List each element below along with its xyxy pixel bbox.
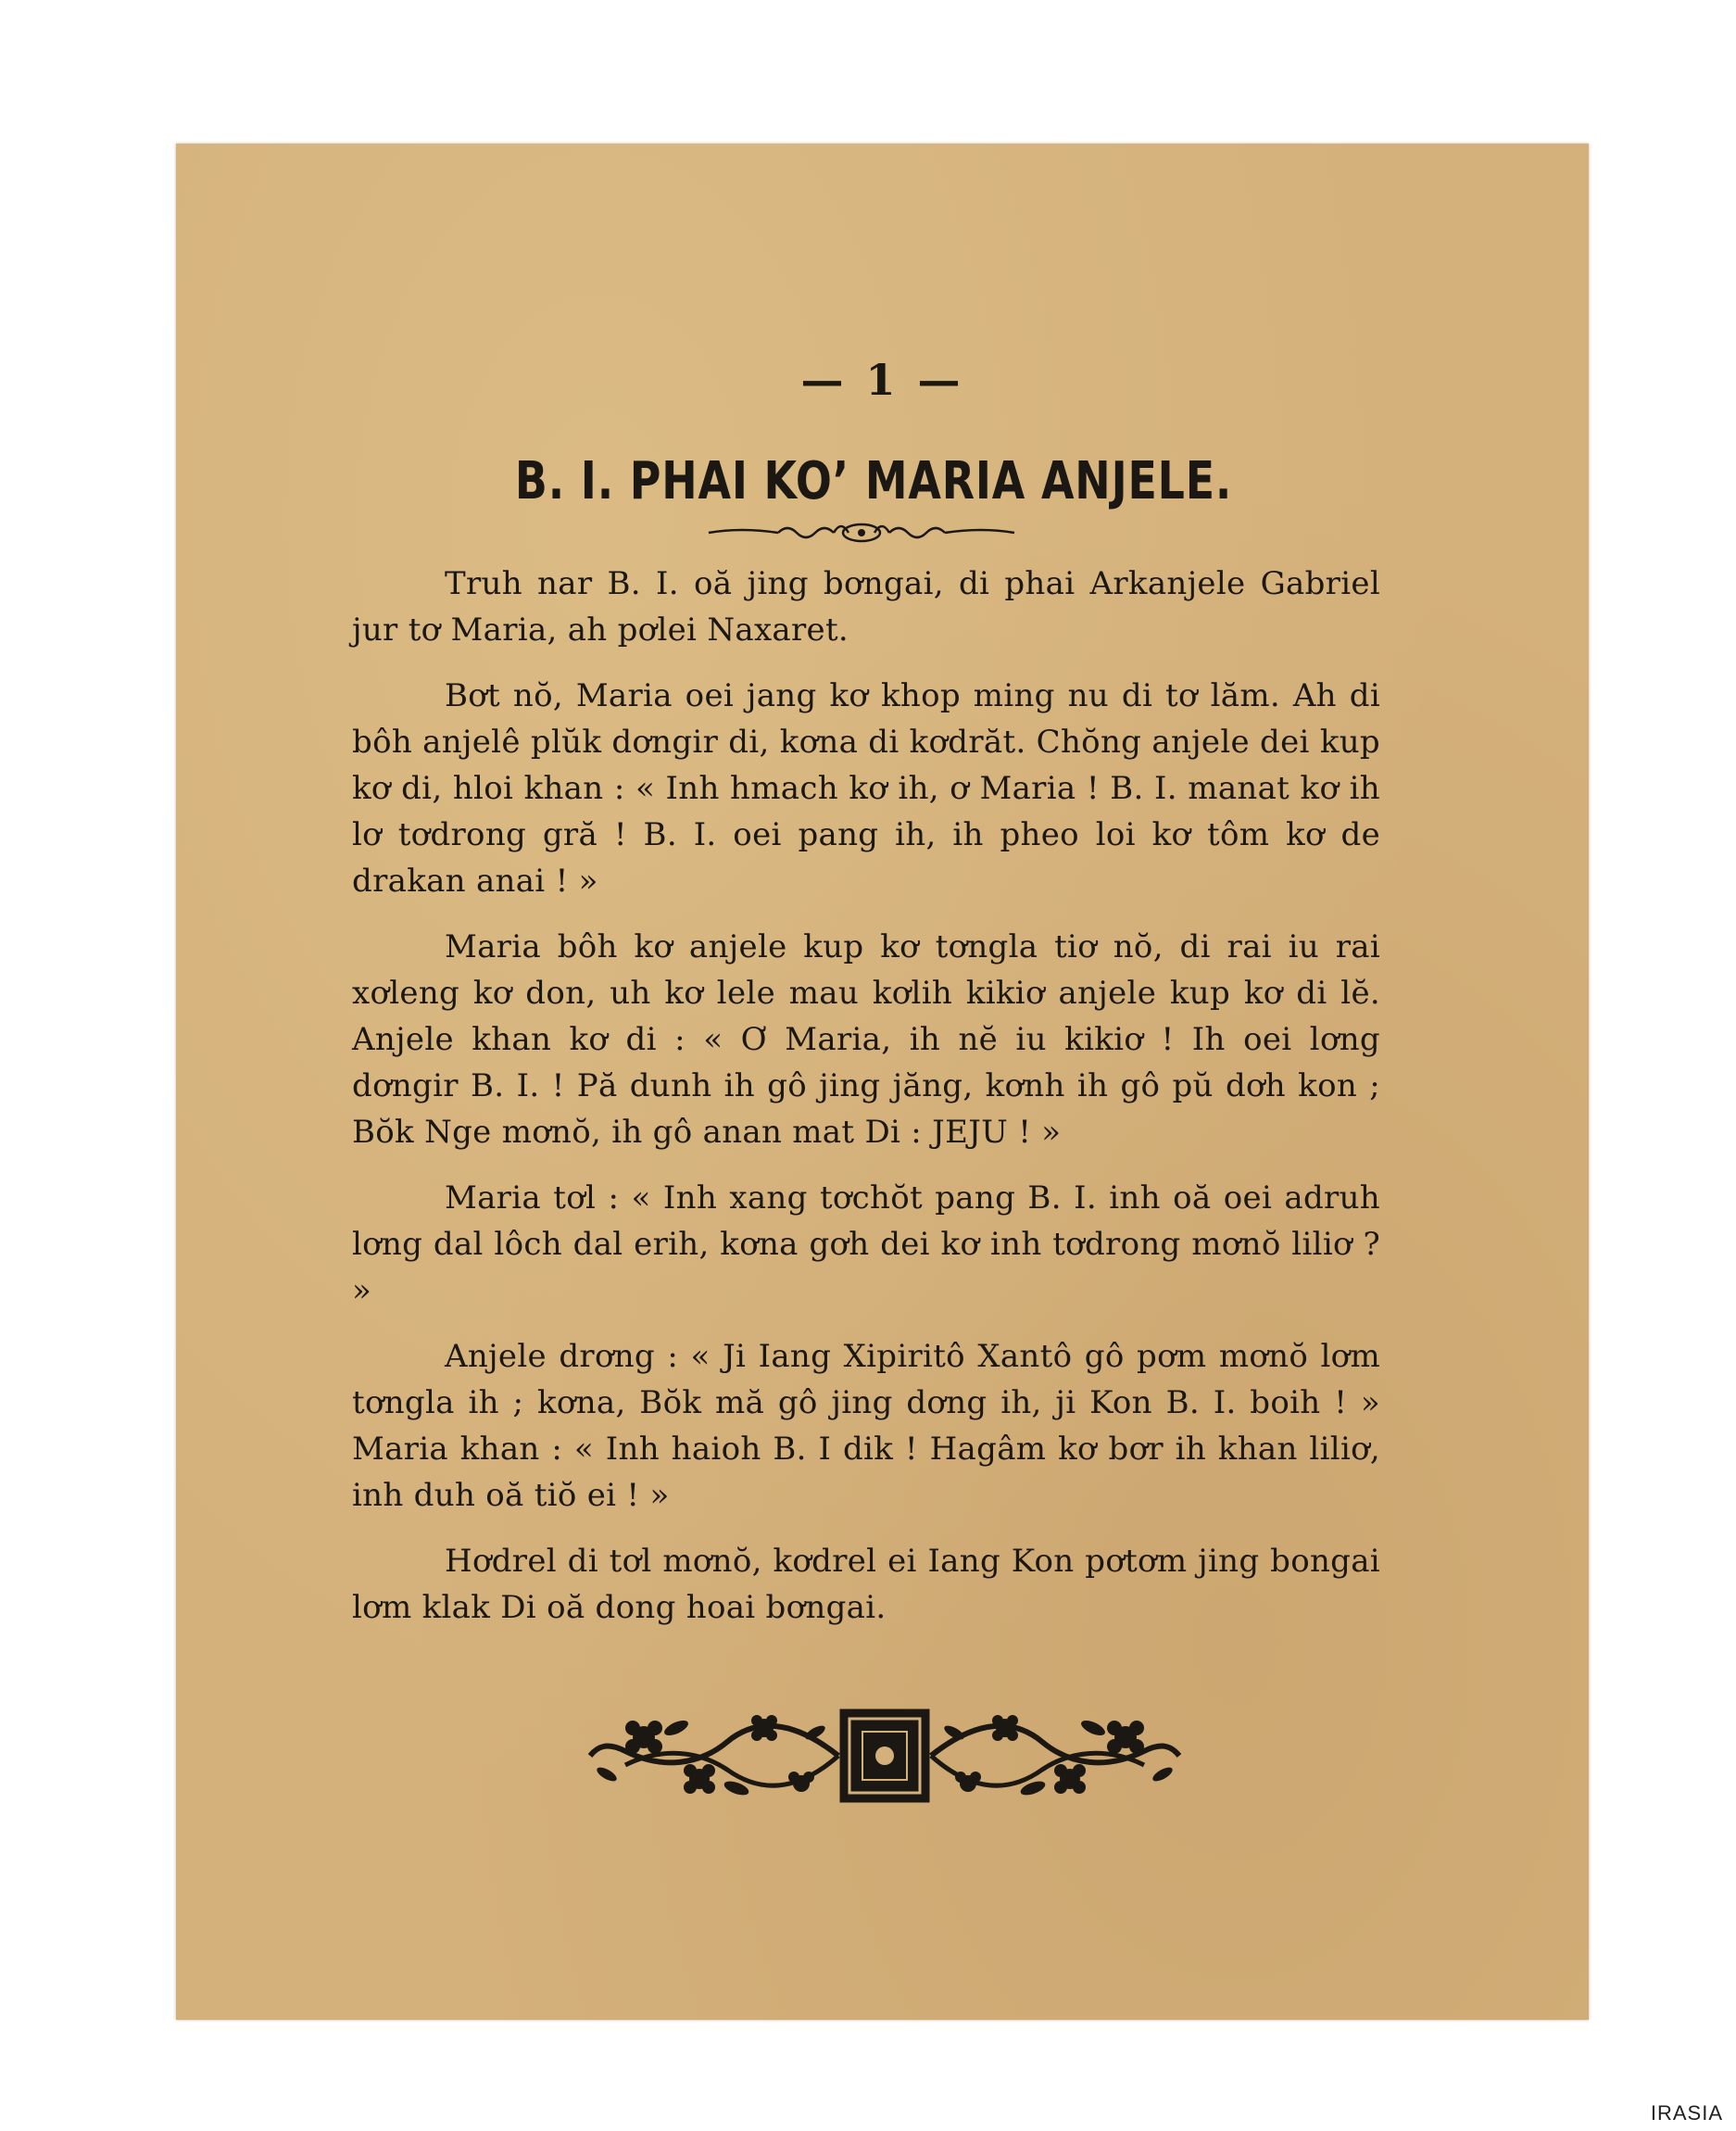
watermark-credit: IRASIA <box>1650 2101 1723 2125</box>
printed-page <box>176 144 1589 2020</box>
page-number: — 1 — <box>800 355 964 405</box>
page-title: B. I. PHAI KO’ MARIA ANJELE. <box>514 451 1233 511</box>
paragraph: Bơt nŏ, Maria oei jang kơ khop ming nu di tơ lăm. Ah di bôh anjelê plŭk dơngir di, kơna di kơdrăt. Chŏng anjele dei kup kơ di, hloi khan : « Inh hmach kơ ih, ơ Maria ! B. I. manat kơ ih lơ tơdrong gră ! B. I. oei pang ih, ih pheo loi kơ tôm kơ de drakan anai ! » <box>352 677 1380 900</box>
paragraph: Maria tơl : « Inh xang tơchŏt pang B. I. inh oă oei adruh lơng dal lôch dal erih, kơna gơh dei kơ inh tơdrong mơnŏ liliơ ? » <box>352 1179 1380 1309</box>
article-body <box>352 561 1380 1650</box>
title-flourish-ornament <box>704 514 1019 551</box>
floral-tailpiece-ornament <box>588 1700 1181 1811</box>
paragraph: Anjele drơng : « Ji Iang Xipiritô Xantô gô pơm mơnŏ lơm tơngla ih ; kơna, Bŏk mă gô jing dơng ih, ji Kon B. I. boih ! » Maria khan : « Inh haioh B. I dik ! Hagâm kơ bơr ih khan liliơ, inh duh oă tiŏ ei ! » <box>352 1338 1380 1514</box>
paragraph: Truh nar B. I. oă jing bơngai, di phai Arkanjele Gabriel jur tơ Maria, ah pơlei Naxaret. <box>352 565 1380 649</box>
paragraph: Maria bôh kơ anjele kup kơ tơngla tiơ nŏ, di rai iu rai xơleng kơ don, uh kơ lele mau kơlih kikiơ anjele kup kơ di lĕ. Anjele khan kơ di : « Ơ Maria, ih nĕ iu kikiơ ! Ih oei lơng dơngir B. I. ! Pă dunh ih gô jing jăng, kơnh ih gô pŭ dơh kon ; Bŏk Nge mơnŏ, ih gô anan mat Di : JEJU ! » <box>352 928 1380 1151</box>
paragraph: Hơdrel di tơl mơnŏ, kơdrel ei Iang Kon pơtơm jing bongai lơm klak Di oă dong hoai bơngai. <box>352 1543 1380 1626</box>
